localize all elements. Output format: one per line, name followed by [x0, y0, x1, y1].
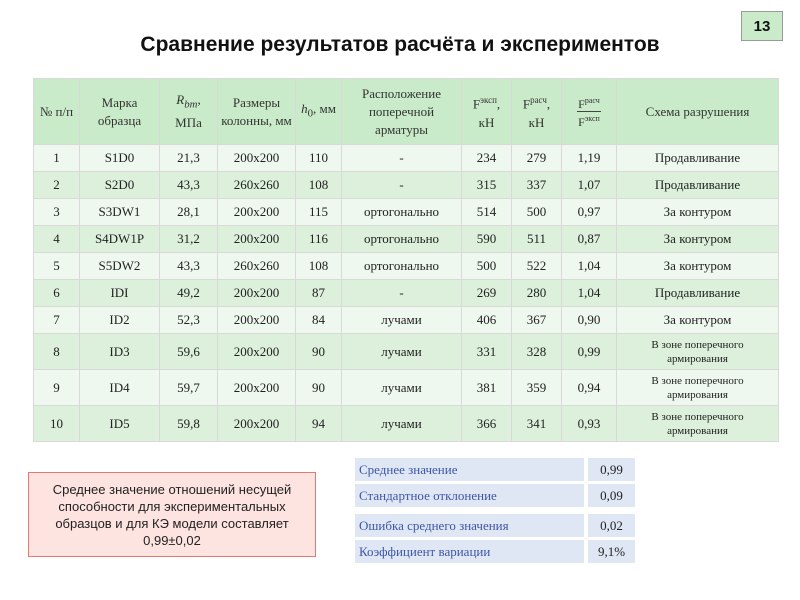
header-h0 — [296, 79, 342, 145]
table-row — [34, 199, 779, 226]
cell-location: - — [342, 280, 462, 307]
cell-size: 200x200 — [218, 145, 296, 172]
results-table — [33, 78, 779, 442]
cell-size: 200x200 — [218, 280, 296, 307]
ratio-fraction — [577, 94, 601, 129]
stat-value: 9,1% — [588, 540, 635, 563]
stat-row-std-dev — [355, 484, 635, 507]
header-location: Расположение поперечной арматуры — [342, 79, 462, 145]
cell-size: 200x200 — [218, 226, 296, 253]
cell-ratio: 1,04 — [562, 253, 617, 280]
slide-title: Сравнение результатов расчёта и экспериментов — [140, 33, 660, 56]
cell-num: 6 — [34, 280, 80, 307]
header-size: Размеры колонны, мм — [218, 79, 296, 145]
cell-location: - — [342, 145, 462, 172]
statistics-panel — [355, 458, 635, 566]
cell-mark: S5DW2 — [80, 253, 160, 280]
table-row — [34, 370, 779, 406]
cell-num: 4 — [34, 226, 80, 253]
fcalc-superscript: расч — [530, 95, 547, 106]
fcalc-symbol: F — [522, 96, 531, 112]
cell-mark: IDI — [80, 280, 160, 307]
cell-fcalc: 522 — [512, 253, 562, 280]
cell-h0: 90 — [296, 370, 342, 406]
cell-ratio: 0,87 — [562, 226, 617, 253]
header-scheme: Схема разрушения — [617, 79, 779, 145]
cell-fcalc: 500 — [512, 199, 562, 226]
stat-label: Ошибка среднего значения — [355, 514, 584, 537]
cell-rbm: 43,3 — [160, 253, 218, 280]
cell-size: 200x200 — [218, 370, 296, 406]
cell-fcalc: 367 — [512, 307, 562, 334]
cell-location: лучами — [342, 307, 462, 334]
cell-h0: 110 — [296, 145, 342, 172]
cell-fexp: 366 — [462, 406, 512, 442]
cell-fcalc: 279 — [512, 145, 562, 172]
cell-fcalc: 511 — [512, 226, 562, 253]
cell-fcalc: 280 — [512, 280, 562, 307]
cell-scheme: За контуром — [617, 307, 779, 334]
cell-location: - — [342, 172, 462, 199]
h0-symbol: h — [301, 101, 308, 117]
cell-scheme: Продавливание — [617, 145, 779, 172]
cell-scheme: Продавливание — [617, 172, 779, 199]
cell-fexp: 234 — [462, 145, 512, 172]
table-row — [34, 406, 779, 442]
stat-value: 0,02 — [588, 514, 635, 537]
cell-location: лучами — [342, 406, 462, 442]
cell-scheme: За контуром — [617, 226, 779, 253]
cell-mark: ID4 — [80, 370, 160, 406]
cell-fexp: 381 — [462, 370, 512, 406]
cell-num: 1 — [34, 145, 80, 172]
cell-mark: ID3 — [80, 334, 160, 370]
cell-size: 260x260 — [218, 253, 296, 280]
stat-row-variation — [355, 540, 635, 563]
cell-ratio: 0,93 — [562, 406, 617, 442]
cell-size: 200x200 — [218, 406, 296, 442]
cell-num: 3 — [34, 199, 80, 226]
cell-fexp: 406 — [462, 307, 512, 334]
cell-fexp: 590 — [462, 226, 512, 253]
cell-fexp: 514 — [462, 199, 512, 226]
cell-ratio: 0,99 — [562, 334, 617, 370]
header-mark: Марка образца — [80, 79, 160, 145]
header-rbm — [160, 79, 218, 145]
cell-ratio: 1,07 — [562, 172, 617, 199]
cell-scheme: За контуром — [617, 253, 779, 280]
cell-location: лучами — [342, 334, 462, 370]
cell-size: 260x260 — [218, 172, 296, 199]
cell-h0: 108 — [296, 172, 342, 199]
table-row — [34, 226, 779, 253]
cell-num: 5 — [34, 253, 80, 280]
cell-ratio: 1,04 — [562, 280, 617, 307]
header-fcalc — [512, 79, 562, 145]
cell-h0: 87 — [296, 280, 342, 307]
fcalc-unit: , кН — [528, 96, 551, 130]
h0-unit: , мм — [312, 101, 336, 117]
cell-rbm: 59,8 — [160, 406, 218, 442]
fexp-superscript: эксп — [480, 95, 497, 106]
stat-value: 0,09 — [588, 484, 635, 507]
ratio-denominator: $F^{эксп}$ — [578, 114, 600, 129]
table-row — [34, 334, 779, 370]
cell-num: 7 — [34, 307, 80, 334]
cell-ratio: 0,90 — [562, 307, 617, 334]
rbm-subscript: bm — [184, 98, 198, 111]
cell-location: ортогонально — [342, 199, 462, 226]
cell-fcalc: 341 — [512, 406, 562, 442]
cell-fcalc: 328 — [512, 334, 562, 370]
cell-rbm: 59,6 — [160, 334, 218, 370]
cell-ratio: 0,97 — [562, 199, 617, 226]
cell-size: 200x200 — [218, 199, 296, 226]
cell-h0: 84 — [296, 307, 342, 334]
cell-fcalc: 337 — [512, 172, 562, 199]
cell-scheme: В зоне поперечного армирования — [617, 406, 779, 442]
cell-ratio: 1,19 — [562, 145, 617, 172]
cell-fexp: 500 — [462, 253, 512, 280]
h0-subscript: 0 — [307, 107, 313, 120]
cell-h0: 108 — [296, 253, 342, 280]
stat-label: Среднее значение — [355, 458, 584, 481]
fexp-unit: , кН — [478, 96, 501, 130]
table-row — [34, 145, 779, 172]
table-row — [34, 280, 779, 307]
cell-location: ортогонально — [342, 226, 462, 253]
cell-num: 10 — [34, 406, 80, 442]
stat-value: 0,99 — [588, 458, 635, 481]
header-fexp — [462, 79, 512, 145]
cell-mark: S4DW1P — [80, 226, 160, 253]
cell-scheme: Продавливание — [617, 280, 779, 307]
cell-rbm: 59,7 — [160, 370, 218, 406]
cell-h0: 116 — [296, 226, 342, 253]
cell-num: 8 — [34, 334, 80, 370]
cell-location: ортогонально — [342, 253, 462, 280]
cell-fexp: 269 — [462, 280, 512, 307]
cell-mark: S2D0 — [80, 172, 160, 199]
cell-mark: ID5 — [80, 406, 160, 442]
stat-row-mean — [355, 458, 635, 481]
stat-row-mean-error — [355, 514, 635, 537]
cell-rbm: 21,3 — [160, 145, 218, 172]
table-header-row — [34, 79, 779, 145]
header-num: № п/п — [34, 79, 80, 145]
cell-size: 200x200 — [218, 307, 296, 334]
cell-fexp: 331 — [462, 334, 512, 370]
cell-mark: S3DW1 — [80, 199, 160, 226]
cell-rbm: 43,3 — [160, 172, 218, 199]
cell-rbm: 28,1 — [160, 199, 218, 226]
cell-rbm: 49,2 — [160, 280, 218, 307]
page-number-badge: 13 — [741, 11, 783, 41]
table-row — [34, 253, 779, 280]
stat-label: Коэффициент вариации — [355, 540, 584, 563]
rbm-symbol: R — [176, 92, 185, 108]
cell-rbm: 31,2 — [160, 226, 218, 253]
cell-mark: ID2 — [80, 307, 160, 334]
cell-fexp: 315 — [462, 172, 512, 199]
cell-h0: 94 — [296, 406, 342, 442]
cell-rbm: 52,3 — [160, 307, 218, 334]
cell-h0: 115 — [296, 199, 342, 226]
cell-h0: 90 — [296, 334, 342, 370]
ratio-numerator: $F^{расч}$ — [578, 96, 600, 111]
cell-scheme: В зоне поперечного армирования — [617, 334, 779, 370]
cell-num: 2 — [34, 172, 80, 199]
stat-label: Стандартное отклонение — [355, 484, 584, 507]
summary-note: Среднее значение отношений несущей способности для экспериментальных образцов и для КЭ модели составляет 0,99±0,02 — [28, 472, 316, 557]
cell-num: 9 — [34, 370, 80, 406]
table-row — [34, 307, 779, 334]
fexp-symbol: F — [472, 96, 481, 112]
cell-scheme: В зоне поперечного армирования — [617, 370, 779, 406]
cell-scheme: За контуром — [617, 199, 779, 226]
cell-ratio: 0,94 — [562, 370, 617, 406]
rbm-unit: , МПа — [175, 92, 202, 130]
cell-location: лучами — [342, 370, 462, 406]
cell-size: 200x200 — [218, 334, 296, 370]
table-row — [34, 172, 779, 199]
header-ratio — [562, 79, 617, 145]
cell-fcalc: 359 — [512, 370, 562, 406]
cell-mark: S1D0 — [80, 145, 160, 172]
